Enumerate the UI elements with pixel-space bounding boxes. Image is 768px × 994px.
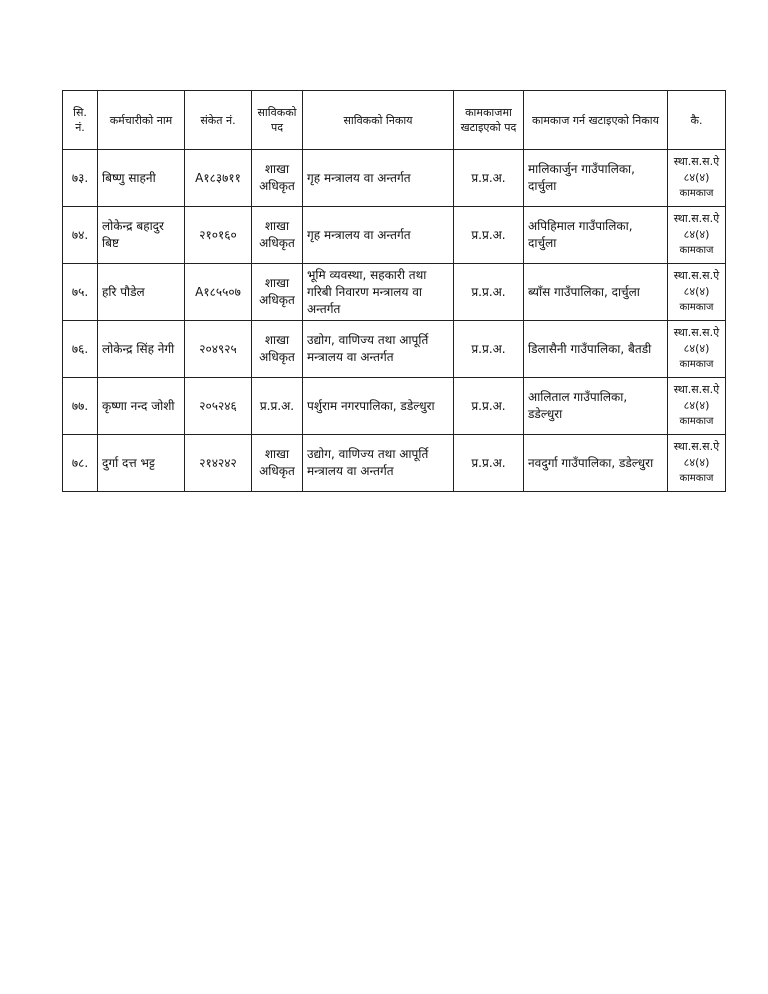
header-remarks: कै.: [668, 91, 726, 150]
cell-assigned-office: अपिहिमाल गाउँपालिका, दार्चुला: [524, 207, 668, 264]
cell-name: दुर्गा दत्त भट्ट: [98, 435, 185, 492]
cell-name: लोकेन्द्र बहादुर बिष्ट: [98, 207, 185, 264]
remark-act: स्था.स.स.ऐ: [673, 383, 720, 396]
header-assigned-post: कामकाजमा खटाइएको पद: [454, 91, 524, 150]
cell-assigned-office: डिलासैनी गाउँपालिका, बैतडी: [524, 321, 668, 378]
cell-assigned-office: नवदुर्गा गाउँपालिका, डडेल्धुरा: [524, 435, 668, 492]
remark-type: कामकाज: [679, 188, 714, 199]
table-row: [63, 150, 726, 207]
cell-prev-office: गृह मन्त्रालय वा अन्तर्गत: [303, 150, 454, 207]
header-prev-office: साविकको निकाय: [303, 91, 454, 150]
table-row: [63, 264, 726, 321]
cell-remarks: [668, 207, 726, 264]
cell-prev-office: गृह मन्त्रालय वा अन्तर्गत: [303, 207, 454, 264]
table-row: [63, 321, 726, 378]
remark-section: ८४(४): [683, 342, 710, 355]
cell-sn: ७३.: [63, 150, 98, 207]
remark-act: स्था.स.स.ऐ: [673, 155, 720, 168]
cell-assigned-office: ब्याँस गाउँपालिका, दार्चुला: [524, 264, 668, 321]
header-name: कर्मचारीको नाम: [98, 91, 185, 150]
cell-name: लोकेन्द्र सिंह नेगी: [98, 321, 185, 378]
cell-code: २०४९२५: [185, 321, 252, 378]
cell-code: २१०१६०: [185, 207, 252, 264]
cell-prev-office: उद्योग, वाणिज्य तथा आपूर्ति मन्त्रालय वा अन्तर्गत: [303, 321, 454, 378]
cell-remarks: [668, 150, 726, 207]
table-row: [63, 207, 726, 264]
cell-remarks: [668, 378, 726, 435]
cell-remarks: [668, 321, 726, 378]
cell-prev-office: पर्शुराम नगरपालिका, डडेल्धुरा: [303, 378, 454, 435]
remark-type: कामकाज: [679, 302, 714, 313]
header-sn: सि. नं.: [63, 91, 98, 150]
remark-type: कामकाज: [679, 473, 714, 484]
cell-assigned-post: प्र.प्र.अ.: [454, 378, 524, 435]
cell-assigned-post: प्र.प्र.अ.: [454, 264, 524, 321]
employee-assignment-table: [62, 90, 726, 492]
cell-prev-post: शाखा अधिकृत: [252, 321, 303, 378]
cell-prev-office: उद्योग, वाणिज्य तथा आपूर्ति मन्त्रालय वा अन्तर्गत: [303, 435, 454, 492]
remark-act: स्था.स.स.ऐ: [673, 440, 720, 453]
remark-type: कामकाज: [679, 245, 714, 256]
cell-sn: ७४.: [63, 207, 98, 264]
remark-section: ८४(४): [683, 456, 710, 469]
cell-prev-post: शाखा अधिकृत: [252, 435, 303, 492]
table-header-row: [63, 91, 726, 150]
cell-code: A१८३७११: [185, 150, 252, 207]
cell-sn: ७५.: [63, 264, 98, 321]
remark-act: स्था.स.स.ऐ: [673, 212, 720, 225]
cell-assigned-office: आलिताल गाउँपालिका, डडेल्धुरा: [524, 378, 668, 435]
header-assigned-office: कामकाज गर्न खटाइएको निकाय: [524, 91, 668, 150]
table-row: [63, 378, 726, 435]
cell-name: हरि पौडेल: [98, 264, 185, 321]
cell-assigned-post: प्र.प्र.अ.: [454, 150, 524, 207]
cell-assigned-office: मालिकार्जुन गाउँपालिका, दार्चुला: [524, 150, 668, 207]
cell-sn: ७६.: [63, 321, 98, 378]
cell-remarks: [668, 435, 726, 492]
remark-section: ८४(४): [683, 285, 710, 298]
remark-section: ८४(४): [683, 171, 710, 184]
cell-assigned-post: प्र.प्र.अ.: [454, 207, 524, 264]
cell-name: कृष्णा नन्द जोशी: [98, 378, 185, 435]
cell-assigned-post: प्र.प्र.अ.: [454, 321, 524, 378]
remark-type: कामकाज: [679, 416, 714, 427]
cell-name: बिष्णु साहनी: [98, 150, 185, 207]
cell-assigned-post: प्र.प्र.अ.: [454, 435, 524, 492]
cell-code: २१४२४२: [185, 435, 252, 492]
cell-remarks: [668, 264, 726, 321]
remark-section: ८४(४): [683, 228, 710, 241]
header-code: संकेत नं.: [185, 91, 252, 150]
remark-act: स्था.स.स.ऐ: [673, 269, 720, 282]
remark-section: ८४(४): [683, 399, 710, 412]
cell-code: A१८५५०७: [185, 264, 252, 321]
cell-prev-post: शाखा अधिकृत: [252, 264, 303, 321]
cell-prev-office: भूमि व्यवस्था, सहकारी तथा गरिबी निवारण मन्त्रालय वा अन्तर्गत: [303, 264, 454, 321]
cell-prev-post: प्र.प्र.अ.: [252, 378, 303, 435]
cell-sn: ७७.: [63, 378, 98, 435]
cell-prev-post: शाखा अधिकृत: [252, 207, 303, 264]
remark-act: स्था.स.स.ऐ: [673, 326, 720, 339]
remark-type: कामकाज: [679, 359, 714, 370]
cell-prev-post: शाखा अधिकृत: [252, 150, 303, 207]
cell-sn: ७८.: [63, 435, 98, 492]
header-prev-post: साविकको पद: [252, 91, 303, 150]
cell-code: २०५२४६: [185, 378, 252, 435]
table-row: [63, 435, 726, 492]
